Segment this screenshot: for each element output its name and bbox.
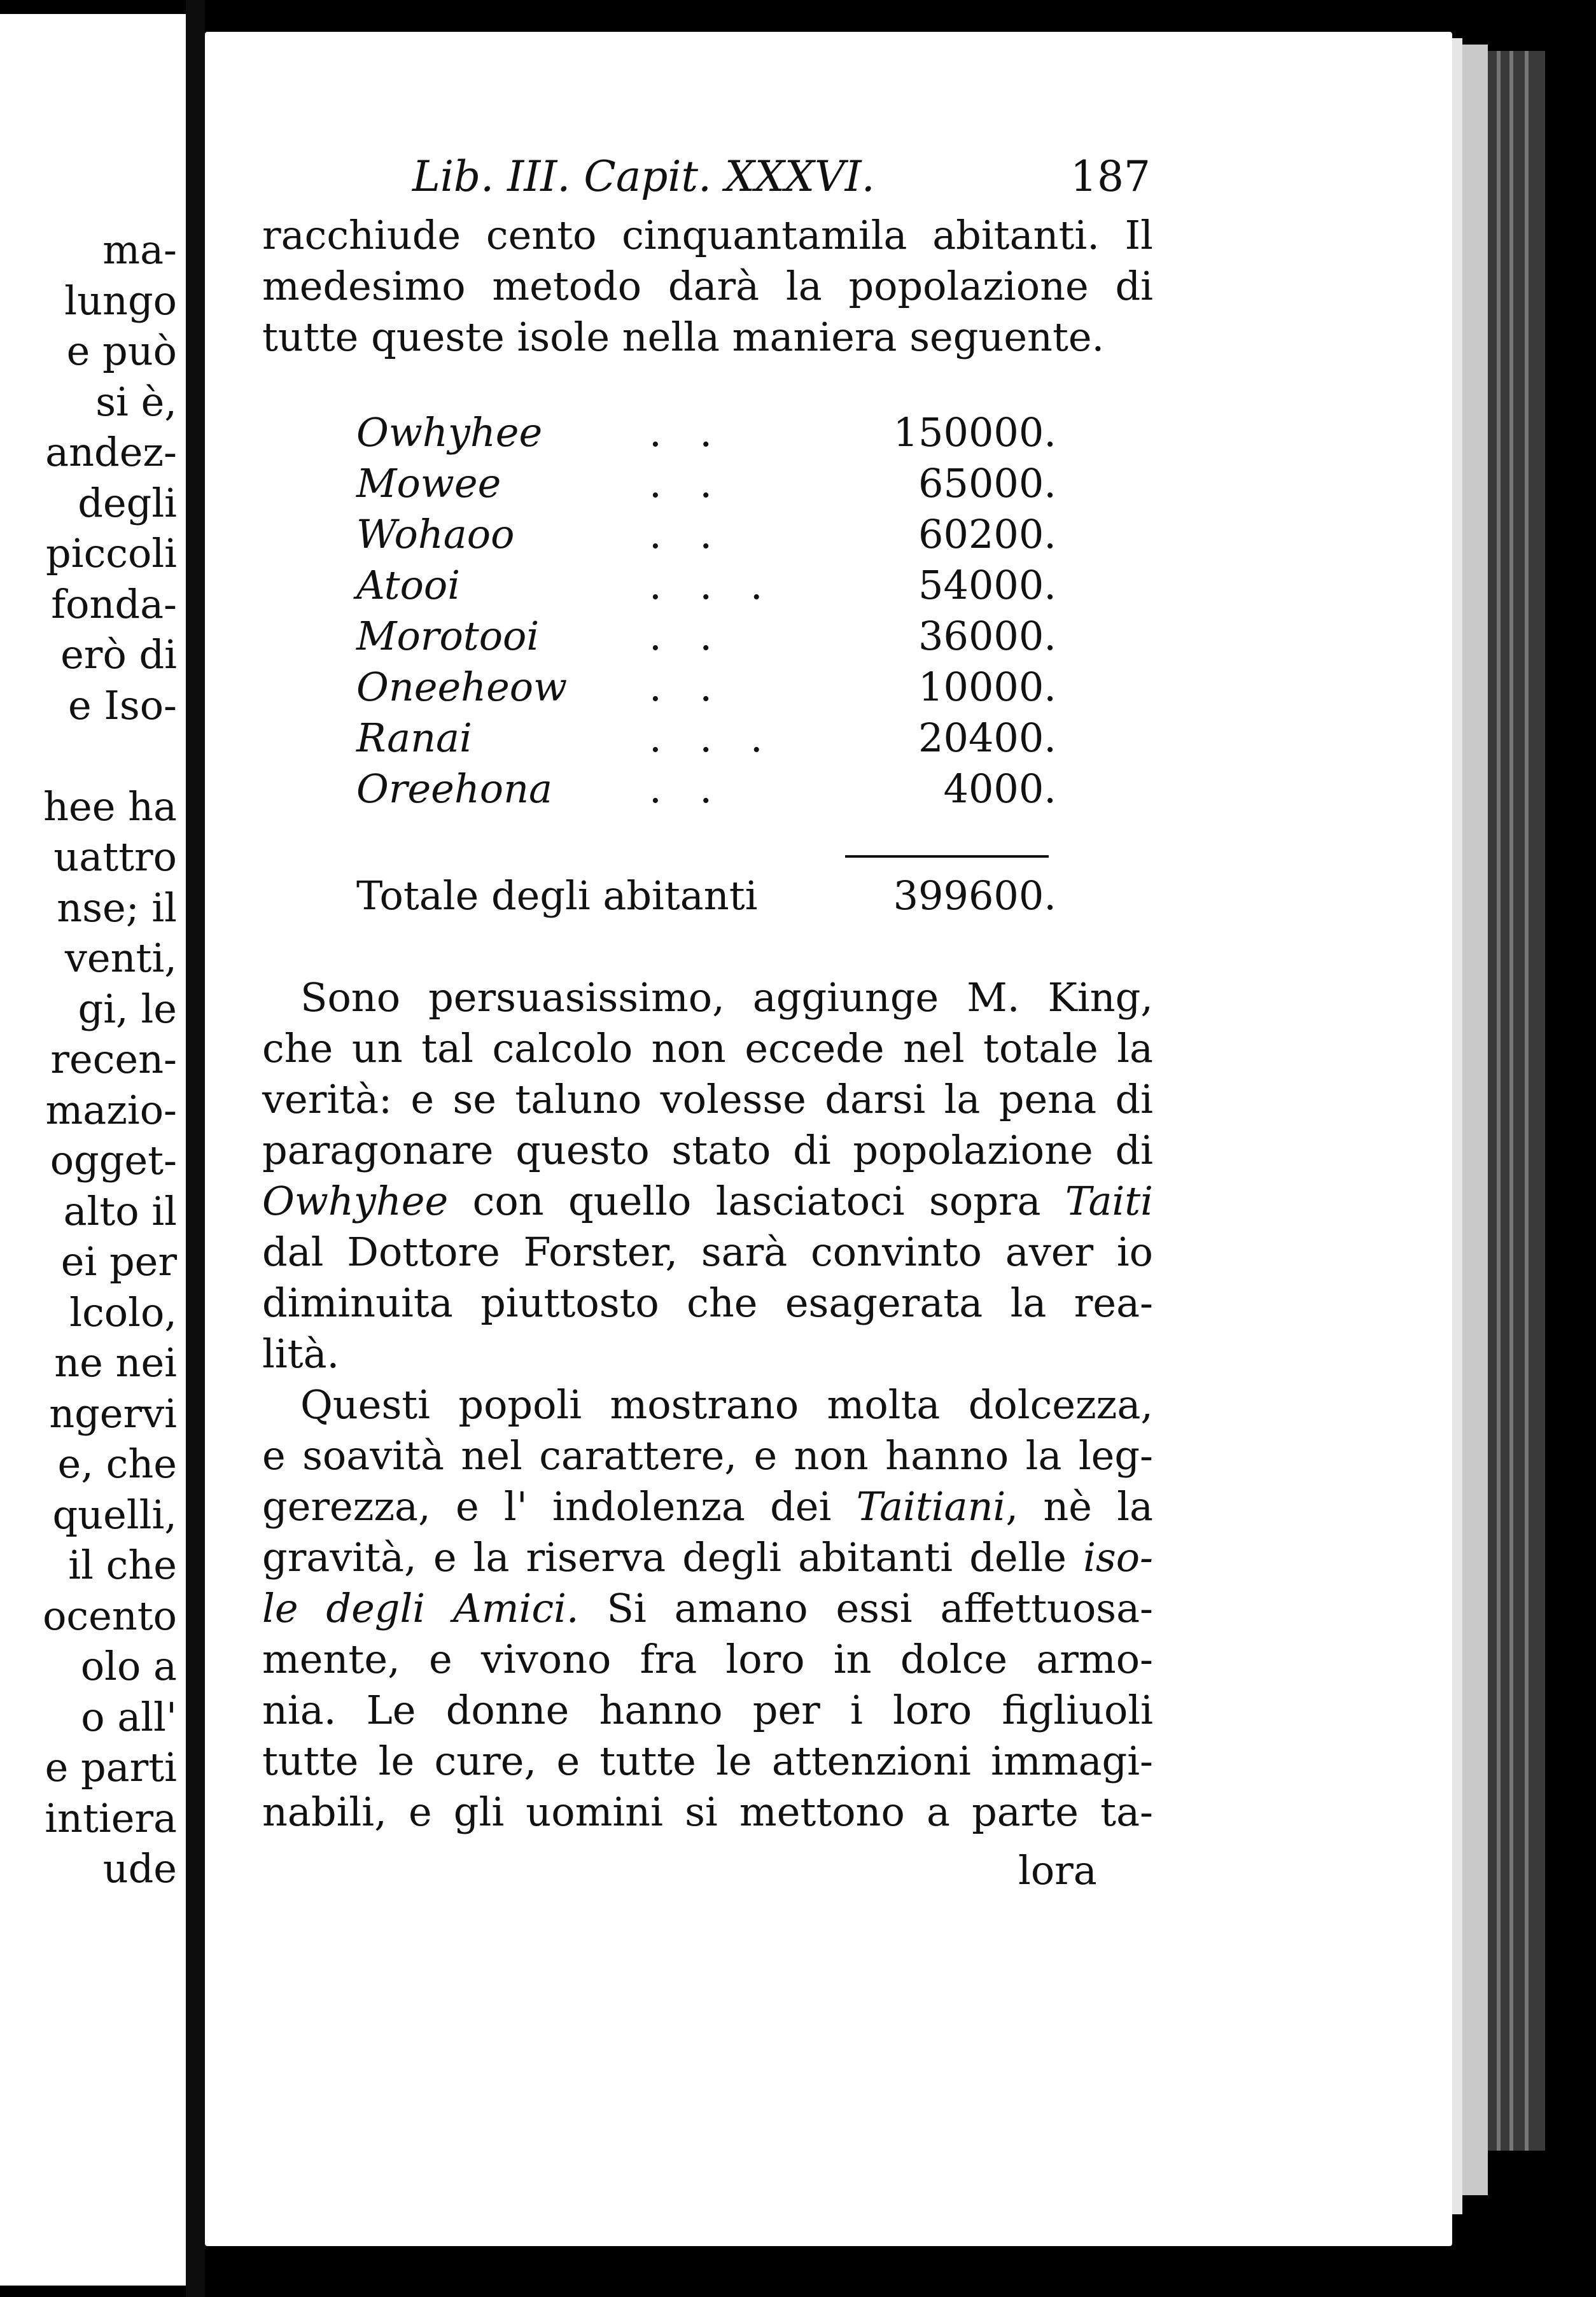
leader-dots: . . . — [649, 562, 776, 608]
text-line: racchiude cento cinquantamila abitanti. Il — [262, 212, 1153, 258]
catchword: lora — [1018, 1847, 1097, 1894]
left-page-line: lcolo, — [69, 1288, 177, 1336]
leader-dots: . . — [649, 765, 725, 812]
island-name: Mowee — [356, 460, 501, 506]
running-title: Lib. III. Capit. XXXVI. — [412, 152, 875, 201]
island-population: 60200. — [918, 511, 1056, 557]
left-page-line: il che — [68, 1542, 177, 1588]
text-span: , nè la — [1005, 1483, 1153, 1530]
text-line — [262, 1481, 1153, 1532]
text-span: Si amano essi affettuosa- — [578, 1585, 1153, 1631]
text-line: dal Dottore Forster, sarà convinto aver io — [262, 1229, 1153, 1275]
left-page-line: recen- — [50, 1036, 177, 1082]
left-page-line: fonda- — [51, 580, 177, 627]
text-span: con quello lasciatoci sopra — [448, 1178, 1065, 1224]
island-name: Oreehona — [356, 765, 553, 812]
left-page-line: ude — [102, 1845, 177, 1892]
left-page-line: e parti — [45, 1744, 177, 1791]
text-line: tutte queste isole nella maniera seguente. — [262, 314, 1105, 360]
text-line: nabili, e gli uomini si mettono a parte ta- — [262, 1789, 1153, 1835]
left-page-line: uattro — [53, 834, 177, 880]
left-page-line: hee ha — [43, 783, 177, 830]
island-population: 10000. — [918, 664, 1056, 710]
left-page-line: e può — [66, 328, 177, 374]
island-name: Owhyhee — [356, 409, 543, 456]
left-page-line: piccoli — [46, 530, 177, 576]
left-page-line: lungo — [64, 277, 177, 324]
island-name: Atooi — [356, 562, 461, 608]
italic-term: Owhyhee — [262, 1178, 449, 1224]
left-page-line: gi, le — [78, 985, 177, 1032]
total-label: Totale degli abitanti — [356, 872, 758, 919]
italic-term: le degli Amici. — [262, 1585, 579, 1631]
leader-dots: . . — [649, 511, 725, 557]
island-population: 20400. — [918, 715, 1056, 761]
text-line: lità. — [262, 1330, 340, 1377]
text-line: paragonare questo stato di popolazione di — [262, 1127, 1153, 1173]
island-population: 65000. — [918, 460, 1056, 506]
left-page-line: ei per — [60, 1238, 177, 1285]
left-page-line: intiera — [45, 1794, 177, 1841]
left-page-line: mazio- — [45, 1086, 177, 1133]
left-page-line: olo a — [80, 1643, 177, 1689]
island-name: Oneeheow — [356, 664, 568, 710]
text-line — [262, 1532, 1153, 1583]
left-page-line: andez- — [45, 429, 177, 475]
island-name: Ranai — [356, 715, 472, 761]
text-line: nia. Le donne hanno per i loro figliuoli — [262, 1687, 1153, 1733]
leader-dots: . . — [649, 613, 725, 659]
left-page-line: quelli, — [52, 1491, 177, 1538]
leader-dots: . . — [649, 664, 725, 710]
island-name: Morotooi — [356, 613, 540, 659]
italic-term: Taiti — [1065, 1178, 1153, 1224]
total-value: 399600. — [893, 872, 1056, 919]
text-span: gravità, e la riserva degli abitanti delle — [262, 1534, 1084, 1581]
island-population: 150000. — [893, 409, 1056, 456]
left-page-line: ogget- — [50, 1137, 177, 1183]
island-population: 54000. — [918, 562, 1056, 608]
sum-rule — [845, 855, 1049, 858]
left-page-line: degli — [78, 479, 177, 526]
leader-dots: . . — [649, 409, 725, 456]
left-page-line: ne nei — [54, 1339, 177, 1386]
text-line — [262, 1583, 1153, 1634]
left-page-line: erò di — [60, 631, 177, 678]
left-page-line: ngervi — [49, 1390, 177, 1437]
text-line: medesimo metodo darà la popolazione di — [262, 263, 1153, 309]
text-line: che un tal calcolo non eccede nel totale la — [262, 1025, 1153, 1072]
text-span: gerezza, e l' indolenza dei — [262, 1483, 857, 1530]
text-line: tutte le cure, e tutte le attenzioni immagi- — [262, 1738, 1153, 1784]
text-line: mente, e vivono fra loro in dolce armo- — [262, 1636, 1153, 1682]
page-number: 187 — [1070, 152, 1151, 201]
left-page-line: nse; il — [57, 884, 177, 931]
leader-dots: . . — [649, 460, 725, 506]
left-page-line: ma- — [102, 227, 177, 273]
text-line: verità: e se taluno volesse darsi la pena di — [262, 1076, 1153, 1122]
italic-term: Taitiani — [856, 1483, 1006, 1530]
leader-dots: . . . — [649, 715, 776, 761]
left-page-line: ocento — [43, 1592, 177, 1639]
left-page-line: venti, — [64, 935, 177, 981]
running-header — [412, 151, 1151, 202]
island-population: 4000. — [943, 765, 1056, 812]
text-line — [262, 1176, 1153, 1227]
text-line: diminuita piuttosto che esagerata la rea- — [262, 1280, 1153, 1326]
left-page-line: e, che — [57, 1441, 177, 1487]
left-page-line: e Iso- — [68, 681, 177, 729]
left-page-line: o all' — [81, 1693, 177, 1740]
text-line: e soavità nel carattere, e non hanno la leg- — [262, 1432, 1153, 1479]
text-line: Sono persuasissimo, aggiunge M. King, — [300, 974, 1153, 1021]
island-population: 36000. — [918, 613, 1056, 659]
island-name: Wohaoo — [356, 511, 515, 557]
left-page-line: si è, — [95, 378, 177, 425]
italic-term: iso- — [1083, 1534, 1153, 1581]
left-page-line: alto il — [63, 1187, 177, 1234]
text-line: Questi popoli mostrano molta dolcezza, — [300, 1381, 1153, 1428]
